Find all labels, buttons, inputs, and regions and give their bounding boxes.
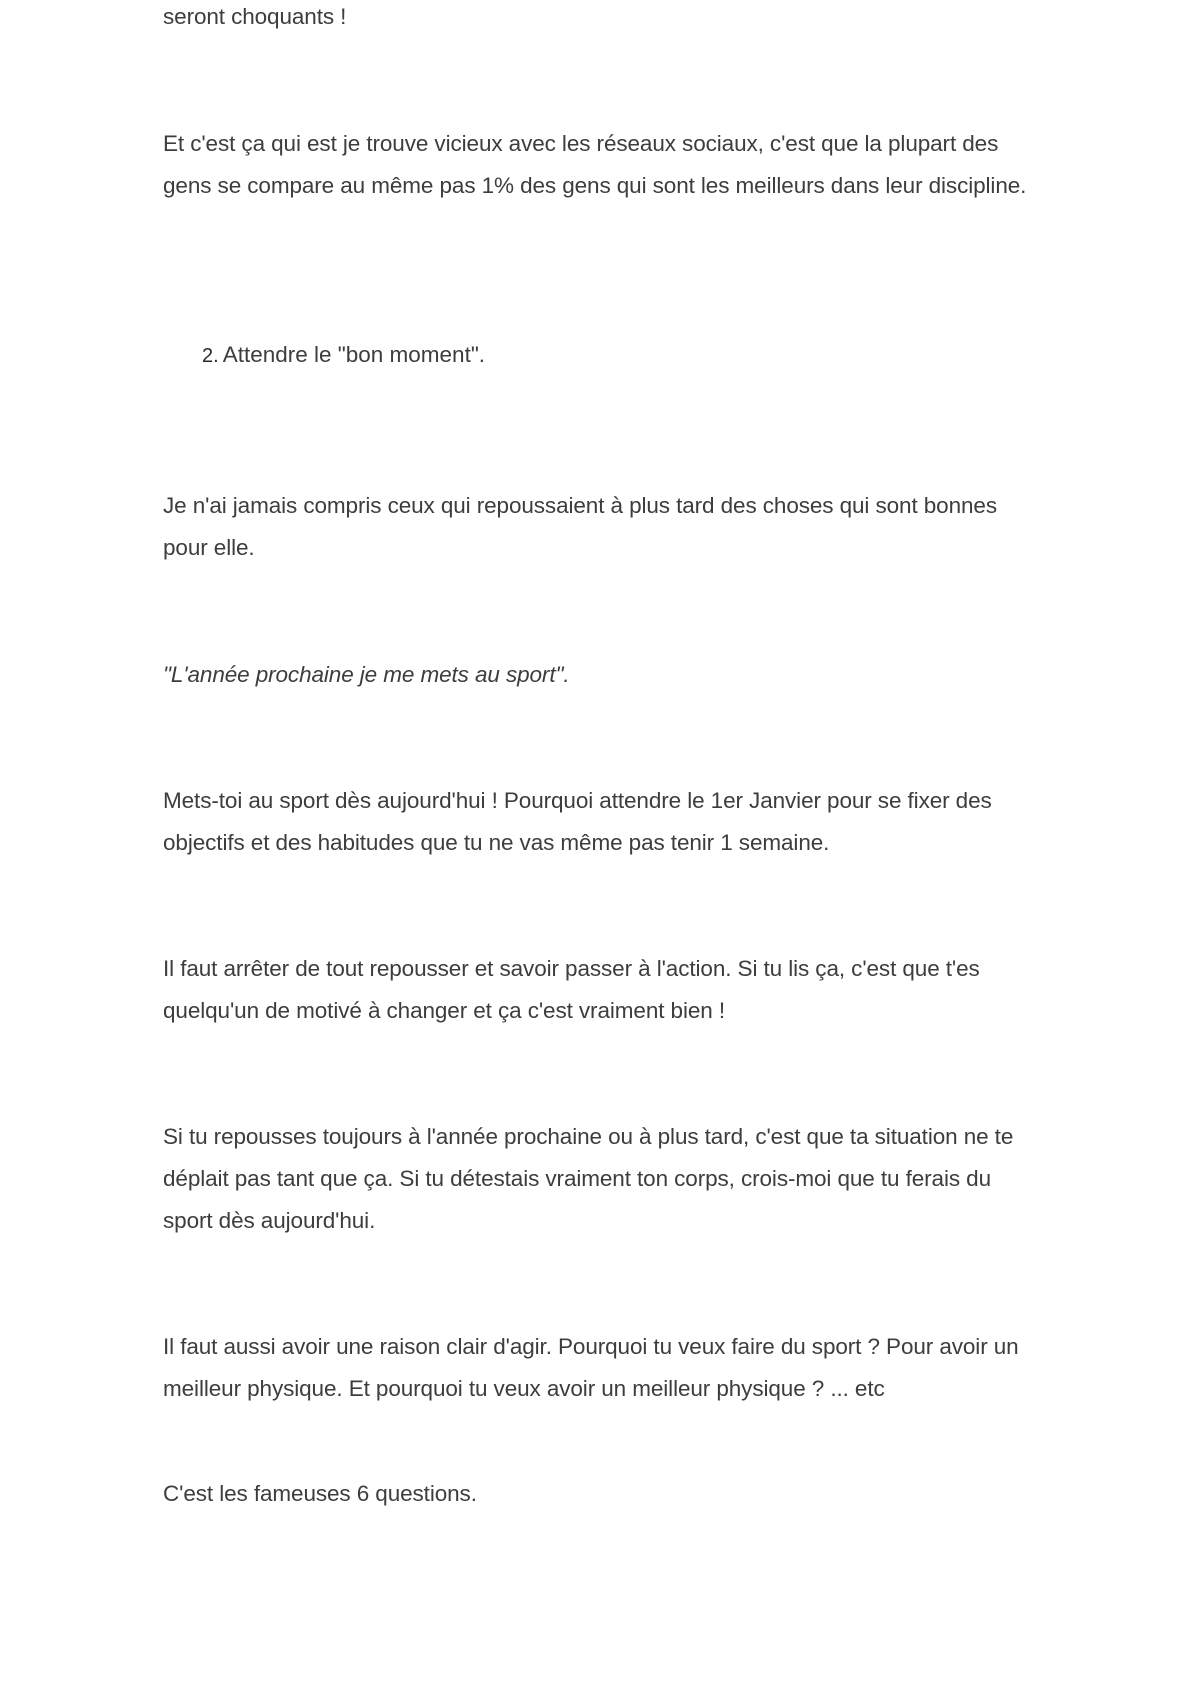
list-item-text: Attendre le "bon moment". <box>222 342 486 367</box>
paragraph-quote: "L'année prochaine je me mets au sport". <box>163 662 570 687</box>
paragraph-take-action: Il faut arrêter de tout repousser et savoir passer à l'action. Si tu lis ça, c'est que t'es quelqu'un de motivé à changer et ça c'est vraiment bien ! <box>163 956 980 1023</box>
paragraph-postpone: Je n'ai jamais compris ceux qui repoussaient à plus tard des choses qui sont bonnes pour elle. <box>163 493 997 560</box>
list-item-number: 2. <box>202 345 219 367</box>
paragraph-start-today: Mets-toi au sport dès aujourd'hui ! Pourquoi attendre le 1er Janvier pour se fixer des objectifs et des habitudes que tu ne vas même pas tenir 1 semaine. <box>163 788 992 855</box>
list-item-wait-right-moment <box>202 334 1002 377</box>
paragraph-situation: Si tu repousses toujours à l'année prochaine ou à plus tard, c'est que ta situation ne te déplait pas tant que ça. Si tu détestais vraiment ton corps, crois-moi que tu ferais du sport dès aujourd'hui. <box>163 1124 1014 1233</box>
paragraph-clear-reason: Il faut aussi avoir une raison clair d'agir. Pourquoi tu veux faire du sport ? Pour avoir un meilleur physique. Et pourquoi tu veux avoir un meilleur physique ? ... etc <box>163 1334 1019 1401</box>
paragraph-social-media: Et c'est ça qui est je trouve vicieux avec les réseaux sociaux, c'est que la plupart des gens se compare au même pas 1% des gens qui sont les meilleurs dans leur discipline. <box>163 131 1027 198</box>
paragraph-six-questions: C'est les fameuses 6 questions. <box>163 1481 477 1506</box>
paragraph-intro-end: seront choquants ! <box>163 4 347 29</box>
